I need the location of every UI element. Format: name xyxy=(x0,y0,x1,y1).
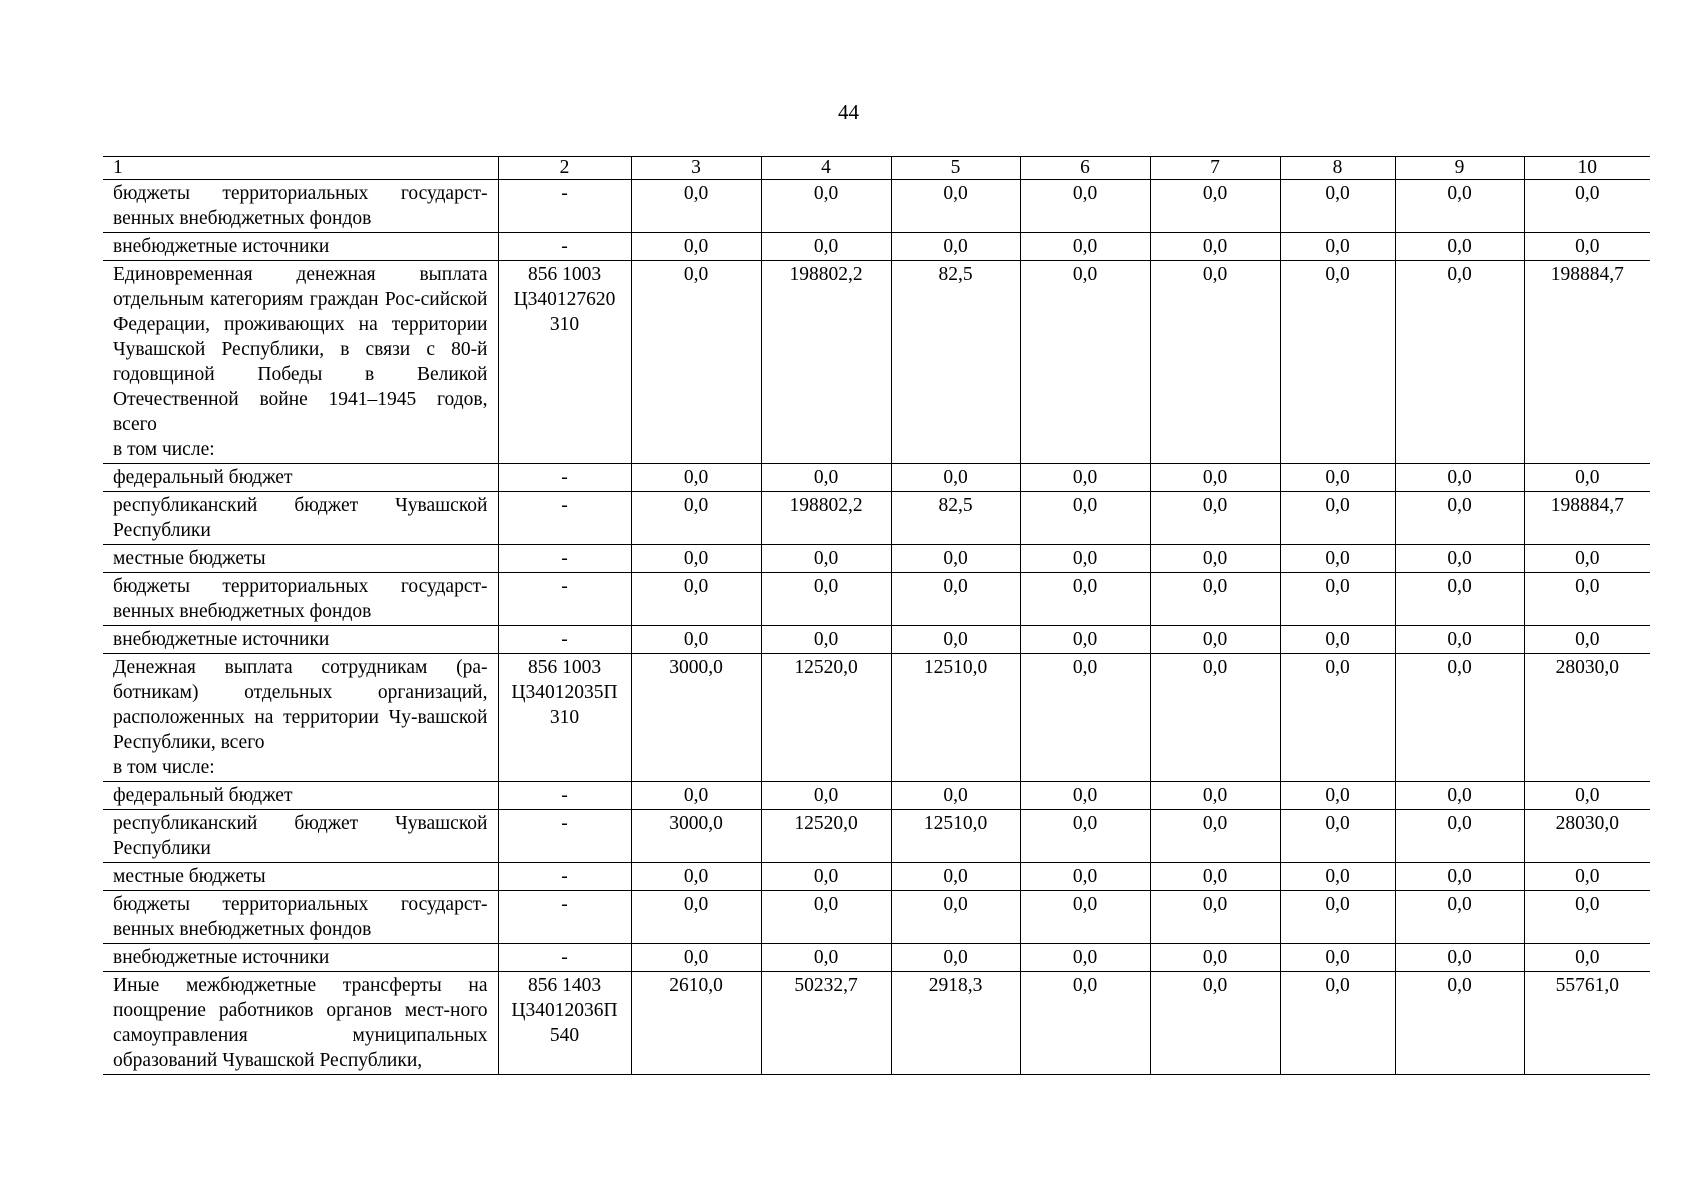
value-cell: 82,5 xyxy=(891,261,1020,464)
table-row xyxy=(103,464,1650,492)
budget-code-cell: - xyxy=(498,545,631,573)
value-cell: 0,0 xyxy=(1020,863,1150,891)
column-header: 4 xyxy=(761,157,891,180)
value-cell: 2918,3 xyxy=(891,972,1020,1075)
value-cell: 198884,7 xyxy=(1524,492,1650,545)
value-cell: 0,0 xyxy=(1150,180,1280,233)
value-cell: 0,0 xyxy=(1524,180,1650,233)
value-cell: 0,0 xyxy=(631,891,761,944)
value-cell: 0,0 xyxy=(761,891,891,944)
value-cell: 0,0 xyxy=(631,573,761,626)
budget-code-cell: - xyxy=(498,573,631,626)
budget-code-cell: - xyxy=(498,464,631,492)
value-cell: 0,0 xyxy=(1524,545,1650,573)
value-cell: 0,0 xyxy=(631,863,761,891)
value-cell: 0,0 xyxy=(1150,626,1280,654)
value-cell: 0,0 xyxy=(1395,492,1524,545)
value-cell: 0,0 xyxy=(1280,782,1395,810)
value-cell: 0,0 xyxy=(1524,626,1650,654)
budget-code-cell: 856 1003 Ц340127620 310 xyxy=(498,261,631,464)
value-cell: 0,0 xyxy=(761,545,891,573)
value-cell: 0,0 xyxy=(1150,233,1280,261)
value-cell: 0,0 xyxy=(1280,545,1395,573)
table-row xyxy=(103,891,1650,944)
value-cell: 50232,7 xyxy=(761,972,891,1075)
row-name-cell: бюджеты территориальных государст-венных внебюджетных фондов xyxy=(103,573,498,626)
value-cell: 0,0 xyxy=(761,464,891,492)
value-cell: 0,0 xyxy=(1280,180,1395,233)
value-cell: 0,0 xyxy=(1524,233,1650,261)
value-cell: 0,0 xyxy=(1150,944,1280,972)
value-cell: 0,0 xyxy=(631,492,761,545)
row-name-cell: федеральный бюджет xyxy=(103,464,498,492)
value-cell: 0,0 xyxy=(1150,654,1280,782)
value-cell: 0,0 xyxy=(1280,944,1395,972)
budget-code-cell: - xyxy=(498,810,631,863)
row-name-cell: внебюджетные источники xyxy=(103,233,498,261)
value-cell: 0,0 xyxy=(1395,464,1524,492)
value-cell: 0,0 xyxy=(891,573,1020,626)
value-cell: 0,0 xyxy=(1280,972,1395,1075)
table-header-row xyxy=(103,157,1650,180)
budget-code-cell: - xyxy=(498,891,631,944)
value-cell: 0,0 xyxy=(1524,944,1650,972)
value-cell: 12510,0 xyxy=(891,810,1020,863)
table-row xyxy=(103,233,1650,261)
value-cell: 0,0 xyxy=(1020,492,1150,545)
value-cell: 0,0 xyxy=(1020,464,1150,492)
table-row xyxy=(103,545,1650,573)
value-cell: 55761,0 xyxy=(1524,972,1650,1075)
value-cell: 0,0 xyxy=(1020,891,1150,944)
value-cell: 0,0 xyxy=(1524,863,1650,891)
value-cell: 0,0 xyxy=(631,180,761,233)
column-header: 5 xyxy=(891,157,1020,180)
value-cell: 0,0 xyxy=(1150,782,1280,810)
value-cell: 0,0 xyxy=(1150,810,1280,863)
budget-code-cell: - xyxy=(498,626,631,654)
row-name-cell: внебюджетные источники xyxy=(103,626,498,654)
value-cell: 0,0 xyxy=(631,464,761,492)
value-cell: 0,0 xyxy=(1395,545,1524,573)
value-cell: 0,0 xyxy=(891,863,1020,891)
value-cell: 198884,7 xyxy=(1524,261,1650,464)
column-header: 9 xyxy=(1395,157,1524,180)
table-body xyxy=(103,157,1650,1075)
value-cell: 0,0 xyxy=(1395,782,1524,810)
value-cell: 0,0 xyxy=(761,626,891,654)
budget-code-cell: - xyxy=(498,863,631,891)
value-cell: 0,0 xyxy=(1280,863,1395,891)
value-cell: 0,0 xyxy=(891,626,1020,654)
value-cell: 0,0 xyxy=(1150,972,1280,1075)
value-cell: 0,0 xyxy=(1020,782,1150,810)
value-cell: 0,0 xyxy=(1395,233,1524,261)
value-cell: 12520,0 xyxy=(761,810,891,863)
value-cell: 0,0 xyxy=(1020,654,1150,782)
budget-code-cell: 856 1003 Ц34012035П 310 xyxy=(498,654,631,782)
value-cell: 0,0 xyxy=(891,891,1020,944)
table-row xyxy=(103,573,1650,626)
value-cell: 0,0 xyxy=(1395,944,1524,972)
value-cell: 0,0 xyxy=(1150,863,1280,891)
table-row xyxy=(103,626,1650,654)
value-cell: 0,0 xyxy=(1020,261,1150,464)
table-row xyxy=(103,810,1650,863)
value-cell: 28030,0 xyxy=(1524,654,1650,782)
value-cell: 0,0 xyxy=(1150,545,1280,573)
value-cell: 0,0 xyxy=(1524,782,1650,810)
value-cell: 0,0 xyxy=(891,944,1020,972)
value-cell: 198802,2 xyxy=(761,492,891,545)
row-name-cell: республиканский бюджет Чувашской Республики xyxy=(103,810,498,863)
value-cell: 0,0 xyxy=(891,545,1020,573)
value-cell: 0,0 xyxy=(1524,891,1650,944)
row-name-cell: Иные межбюджетные трансферты на поощрение работников органов мест-ного самоуправления муниципальных образований Чувашской Республики, xyxy=(103,972,498,1075)
table-row xyxy=(103,261,1650,464)
value-cell: 0,0 xyxy=(891,180,1020,233)
table-row xyxy=(103,180,1650,233)
value-cell: 12520,0 xyxy=(761,654,891,782)
value-cell: 0,0 xyxy=(631,782,761,810)
value-cell: 82,5 xyxy=(891,492,1020,545)
row-name-cell: местные бюджеты xyxy=(103,545,498,573)
budget-code-cell: - xyxy=(498,492,631,545)
budget-table xyxy=(103,156,1650,1075)
value-cell: 0,0 xyxy=(1020,180,1150,233)
row-name-cell: федеральный бюджет xyxy=(103,782,498,810)
table-row xyxy=(103,654,1650,782)
value-cell: 0,0 xyxy=(1020,573,1150,626)
value-cell: 0,0 xyxy=(1395,863,1524,891)
value-cell: 0,0 xyxy=(1280,233,1395,261)
value-cell: 0,0 xyxy=(1395,972,1524,1075)
table-row xyxy=(103,944,1650,972)
value-cell: 3000,0 xyxy=(631,810,761,863)
row-name-cell: бюджеты территориальных государст-венных внебюджетных фондов xyxy=(103,180,498,233)
value-cell: 0,0 xyxy=(1280,654,1395,782)
value-cell: 0,0 xyxy=(891,464,1020,492)
value-cell: 0,0 xyxy=(761,180,891,233)
value-cell: 0,0 xyxy=(631,944,761,972)
column-header: 6 xyxy=(1020,157,1150,180)
value-cell: 0,0 xyxy=(1395,573,1524,626)
value-cell: 0,0 xyxy=(1395,261,1524,464)
table-row xyxy=(103,492,1650,545)
value-cell: 0,0 xyxy=(891,782,1020,810)
value-cell: 0,0 xyxy=(1150,492,1280,545)
value-cell: 0,0 xyxy=(1150,464,1280,492)
table-row xyxy=(103,863,1650,891)
value-cell: 0,0 xyxy=(1395,180,1524,233)
table-row xyxy=(103,782,1650,810)
value-cell: 0,0 xyxy=(631,261,761,464)
budget-code-cell: - xyxy=(498,944,631,972)
value-cell: 0,0 xyxy=(1150,573,1280,626)
value-cell: 0,0 xyxy=(1280,810,1395,863)
value-cell: 0,0 xyxy=(631,233,761,261)
value-cell: 0,0 xyxy=(1280,492,1395,545)
value-cell: 0,0 xyxy=(891,233,1020,261)
value-cell: 0,0 xyxy=(1150,891,1280,944)
value-cell: 0,0 xyxy=(1280,261,1395,464)
value-cell: 198802,2 xyxy=(761,261,891,464)
column-header: 1 xyxy=(103,157,498,180)
budget-code-cell: - xyxy=(498,180,631,233)
row-name-cell: внебюджетные источники xyxy=(103,944,498,972)
value-cell: 0,0 xyxy=(1150,261,1280,464)
column-header: 7 xyxy=(1150,157,1280,180)
column-header: 2 xyxy=(498,157,631,180)
value-cell: 0,0 xyxy=(1280,891,1395,944)
value-cell: 0,0 xyxy=(761,233,891,261)
budget-code-cell: 856 1403 Ц34012036П 540 xyxy=(498,972,631,1075)
value-cell: 0,0 xyxy=(1020,810,1150,863)
value-cell: 0,0 xyxy=(1395,626,1524,654)
budget-code-cell: - xyxy=(498,782,631,810)
page-number: 44 xyxy=(838,100,859,124)
value-cell: 0,0 xyxy=(1524,464,1650,492)
row-name-cell: республиканский бюджет Чувашской Республики xyxy=(103,492,498,545)
row-name-cell: местные бюджеты xyxy=(103,863,498,891)
value-cell: 0,0 xyxy=(1395,654,1524,782)
value-cell: 0,0 xyxy=(631,626,761,654)
value-cell: 0,0 xyxy=(1020,545,1150,573)
value-cell: 0,0 xyxy=(1280,626,1395,654)
budget-code-cell: - xyxy=(498,233,631,261)
column-header: 10 xyxy=(1524,157,1650,180)
column-header: 3 xyxy=(631,157,761,180)
value-cell: 28030,0 xyxy=(1524,810,1650,863)
column-header: 8 xyxy=(1280,157,1395,180)
value-cell: 0,0 xyxy=(1524,573,1650,626)
value-cell: 12510,0 xyxy=(891,654,1020,782)
row-name-cell: Денежная выплата сотрудникам (ра-ботникам) отдельных организаций, расположенных на территории Чу-вашской Республики, всего в том числе: xyxy=(103,654,498,782)
value-cell: 0,0 xyxy=(1020,233,1150,261)
table-row xyxy=(103,972,1650,1075)
value-cell: 0,0 xyxy=(1395,891,1524,944)
value-cell: 0,0 xyxy=(1395,810,1524,863)
value-cell: 0,0 xyxy=(761,863,891,891)
value-cell: 0,0 xyxy=(1280,573,1395,626)
value-cell: 0,0 xyxy=(761,944,891,972)
value-cell: 0,0 xyxy=(761,782,891,810)
value-cell: 0,0 xyxy=(1020,972,1150,1075)
value-cell: 2610,0 xyxy=(631,972,761,1075)
row-name-cell: бюджеты территориальных государст-венных внебюджетных фондов xyxy=(103,891,498,944)
value-cell: 0,0 xyxy=(631,545,761,573)
value-cell: 0,0 xyxy=(1280,464,1395,492)
row-name-cell: Единовременная денежная выплата отдельным категориям граждан Рос-сийской Федерации, проживающих на территории Чувашской Республики, в связи с 80-й годовщиной Победы в Великой Отечественной войне 1941–1945 годов, всего в том числе: xyxy=(103,261,498,464)
value-cell: 0,0 xyxy=(761,573,891,626)
value-cell: 3000,0 xyxy=(631,654,761,782)
value-cell: 0,0 xyxy=(1020,626,1150,654)
value-cell: 0,0 xyxy=(1020,944,1150,972)
